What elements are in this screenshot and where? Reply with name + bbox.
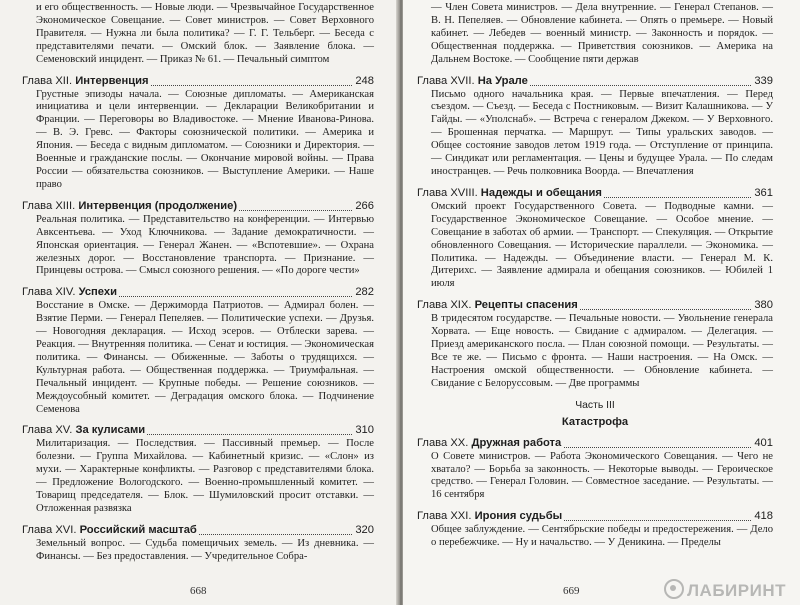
- chapter-page-number: 339: [754, 74, 773, 87]
- chapter-label: Глава XX.: [417, 436, 469, 449]
- toc-entry-chapter-18: [417, 186, 773, 291]
- chapter-description: Земельный вопрос. — Судьба помещичьих земель. — Из дневника. — Финансы. — Без предоставления. — Учредительное Собра-: [36, 537, 374, 562]
- chapter-label: Глава XVII.: [417, 74, 475, 87]
- page-number-right: 669: [563, 585, 580, 597]
- part-title: Катастрофа: [561, 415, 629, 428]
- chapter-title: Надежды и обещания: [480, 186, 602, 199]
- chapter-label: Глава XII.: [22, 74, 73, 87]
- chapter-title: Дружная работа: [471, 436, 562, 449]
- chapter-page-number: 418: [754, 510, 773, 523]
- toc-heading: [22, 423, 374, 438]
- watermark-logo: [664, 579, 786, 601]
- chapter-title: Интервенция: [75, 74, 149, 87]
- toc-entry-chapter-15: [22, 423, 374, 515]
- chapter-description: Реальная политика. — Представительство на конференции. — Интервью Авксентьева. — Уход Ключникова. — Задание демократичности. — Японская ориентация. — Генерал Жанен. — «Вспотевшие». — Охрана железных дорог. — Восстановление транспорта. — Признание. — Принцевы острова. — Смысл союзного решения. — «По дороге чести»: [36, 213, 374, 277]
- chapter-page-number: 361: [754, 186, 773, 199]
- left-page: [0, 0, 398, 605]
- chapter-title: Рецепты спасения: [474, 299, 578, 312]
- toc-heading: [22, 285, 374, 300]
- labyrinth-logo-icon: [664, 579, 684, 599]
- toc-entry-chapter-17: [417, 74, 773, 179]
- toc-entry-chapter-20: [417, 436, 773, 503]
- chapter-page-number: 282: [355, 286, 374, 299]
- chapter-label: Глава XIV.: [22, 286, 76, 299]
- right-toc-column: [417, 2, 773, 550]
- chapter-label: Глава XV.: [22, 424, 73, 437]
- chapter-title: Успехи: [78, 286, 117, 299]
- toc-heading: [417, 298, 773, 313]
- chapter-description: Грустные эпизоды начала. — Союзные дипломаты. — Американская инициатива и цели интервенции. — Декларации Великобритании и Франции. — Переговоры во Владивостоке. — Мнение Иванова-Ринова. — В. Э. Гревс. — Факторы союзнической политики. — Америка и Япония. — Беседа с видным дипломатом. — Союзники и Директория. — Военные и гражданские послы. — Окончание мировой войны. — Права России — обязательства союзников. — Выступление Америки. — Наше право: [36, 88, 374, 190]
- chapter-label: Глава XVI.: [22, 523, 77, 536]
- chapter-page-number: 248: [355, 74, 374, 87]
- toc-entry-chapter-14: [22, 285, 374, 416]
- toc-heading: [417, 74, 773, 89]
- chapter-page-number: 310: [355, 424, 374, 437]
- chapter-page-number: 266: [355, 199, 374, 212]
- continued-description: и его общественность. — Новые люди. — Чрезвычайное Государственное Экономическое Совещание. — Совет министров. — Совет Верховного Правителя. — Нужна ли была политика? — Г. Г. Тельберг. — Беседа с представителями печати. — Омский блок. — Заявление блока. — Семеновский инцидент. — Приказ № 61. — Печальный симптом: [36, 2, 374, 65]
- toc-entry-chapter-21: [417, 509, 773, 550]
- page-number-left: 668: [190, 585, 207, 597]
- continued-description: — Член Совета министров. — Дела внутренние. — Генерал Степанов. — В. Н. Пепеляев. — Обновление кабинета. — Опять о премьере. — Новый кабинет. — Лебедев — военный министр. — Законность и порядок. — Общественная поддержка. — Приветствия союзников. — Америка на Дальнем Востоке. — Сообщение пяти держав: [431, 2, 773, 65]
- chapter-page-number: 401: [754, 436, 773, 449]
- chapter-title: Ирония судьбы: [474, 510, 563, 523]
- chapter-label: Глава XVIII.: [417, 186, 478, 199]
- chapter-page-number: 380: [754, 299, 773, 312]
- chapter-title: Российский масштаб: [79, 523, 197, 536]
- toc-heading: [417, 509, 773, 524]
- chapter-description: В тридесятом государстве. — Печальные новости. — Увольнение генерала Хорвата. — Еще новость. — Свидание с адмиралом. — Делегация. — Приезд американского посла. — План союзной помощи. — Результаты. — Все те же. — Письмо с фронта. — Наши настроения. — На Омск. — Настроения омской общественности. — Обновление кабинета. — Свидание с Белоруссовым. — Две программы: [431, 313, 773, 389]
- watermark-text: ЛАБИРИНТ: [687, 581, 786, 600]
- toc-entry-chapter-13: [22, 199, 374, 279]
- toc-entry-chapter-12: [22, 74, 374, 192]
- toc-heading: [22, 74, 374, 89]
- chapter-description: О Совете министров. — Работа Экономического Совещания. — Чего не хватало? — Борьба за законность. — Некоторые выводы. — Героическое средство. — Генерал Головин. — Совместное заседание. — Результаты. — 16 сентября: [431, 450, 773, 501]
- chapter-description: Общее заблуждение. — Сентябрьские победы и предостережения. — Дело о перебежчике. — Ну и начальство. — У Деникина. — Пределы: [431, 524, 773, 549]
- chapter-description: Письмо одного начальника края. — Первые впечатления. — Перед съездом. — Съезд. — Беседа с Постниковым. — Визит Калашникова. — У Гайды. — «Уполснаб». — Встреча с генералом Джеком. — У Верховного. — Брошенная перчатка. — Маршрут. — Типы уральских заводов. — Общее состояние заводов летом 1919 года. — Отступление от принципа. — Синдикат или регламентация. — Цены и будущее Урала. — По следам иностранцев. — Речь полковника Воорда. — Впечатления: [431, 88, 773, 177]
- chapter-label: Глава XXI.: [417, 510, 472, 523]
- toc-heading: [417, 436, 773, 451]
- toc-entry-chapter-16: [22, 523, 374, 564]
- part-heading: [417, 399, 773, 429]
- toc-heading: [22, 523, 374, 538]
- left-toc-column: [22, 2, 374, 564]
- chapter-page-number: 320: [355, 523, 374, 536]
- chapter-description: Милитаризация. — Последствия. — Пассивный премьер. — После болезни. — Группа Михайлова. — Кабинетный кризис. — «Слон» из мухи. — Характерные конфликты. — Разговор с представителями блока. — Предложение Вологодского. — Военно-промышленный комитет. — Товарищ председателя. — Блок. — Шумиловский просит отставки. — Отложенная развязка: [36, 438, 374, 514]
- chapter-title: На Урале: [477, 74, 528, 87]
- toc-entry-chapter-19: [417, 298, 773, 390]
- chapter-label: Глава XIX.: [417, 299, 472, 312]
- chapter-description: Омский проект Государственного Совета. — Подводные камни. — Государственное Экономическое Совещание. — Особое мнение. — Совещание в заботах об армии. — Транспорт. — Спекуляция. — Открытие обновленного Совещания. — Исторические параллели. — Экономика. — Политика. — Надежды. — Объединение власти. — Генерал М. К. Дитерихс. — Заявление адмирала и обещания союзников. — Юбилей 1 июля: [431, 200, 773, 290]
- chapter-label: Глава XIII.: [22, 199, 76, 212]
- toc-heading: [417, 186, 773, 201]
- chapter-title: Интервенция (продолжение): [78, 199, 238, 212]
- chapter-description: Восстание в Омске. — Держиморда Патриотов. — Адмирал болен. — Взятие Перми. — Генерал Пепеляев. — Политические успехи. — Друзья. — Новогодняя декларация. — Исход эсеров. — Отблески зарева. — Реакция. — Внутренняя политика. — Сенат и юстиция. — Экономическая политика. — Финансы. — Обиженные. — Заботы о трудящихся. — Культурная работа. — Общественная поддержка. — Триумфальная. — Печальный инцидент. — Крупные победы. — Решение союзников. — Междоусобный комитет. — Деградация омского блока. — Подчинение Семенова: [36, 300, 374, 415]
- part-label: Часть III: [575, 399, 615, 411]
- chapter-title: За кулисами: [75, 424, 146, 437]
- right-page: [403, 0, 800, 605]
- toc-heading: [22, 199, 374, 214]
